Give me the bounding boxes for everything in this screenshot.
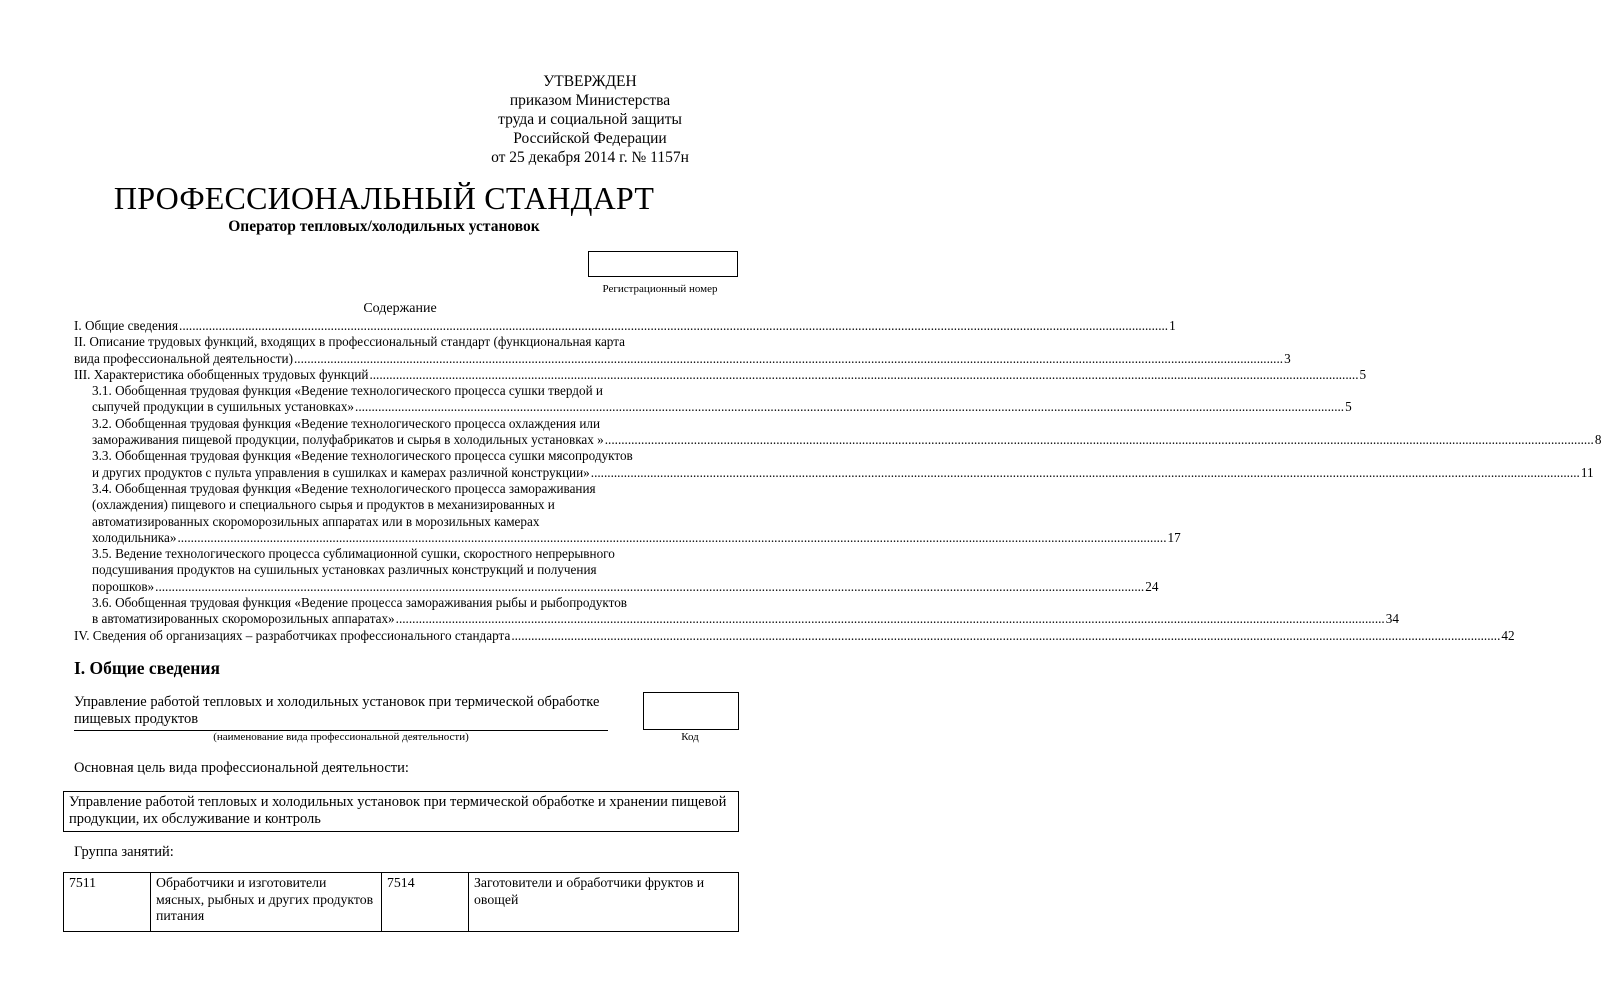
- toc-page-number: 17: [1167, 529, 1181, 545]
- toc-entry[interactable]: [74, 383, 1352, 416]
- toc-entry-text: (охлаждения) пищевого и специального сырья и продуктов в механизированных и: [92, 497, 555, 513]
- occupation-name: Заготовители и обработчики фруктов и овощей: [469, 873, 739, 932]
- toc-leader: ............................................................................................................................................................................................................................................................................................................: [155, 578, 1145, 594]
- toc-page-number: 11: [1580, 464, 1594, 480]
- goal-label: Основная цель вида профессиональной деятельности:: [74, 760, 409, 776]
- toc-entry-text: 3.6. Обобщенная трудовая функция «Ведение процесса замораживания рыбы и рыбопродуктов: [92, 595, 628, 611]
- toc-entry-text: вида профессиональной деятельности): [74, 350, 293, 366]
- approval-line: от 25 декабря 2014 г. № 1157н: [491, 149, 689, 166]
- toc-page-number: 1: [1169, 318, 1176, 333]
- toc-entry-text: I. Общие сведения: [74, 318, 179, 333]
- toc-page-number: 34: [1385, 611, 1399, 627]
- toc-entry[interactable]: [74, 448, 1594, 481]
- toc-entry[interactable]: [74, 318, 1176, 334]
- toc-leader: ............................................................................................................................................................................................................................................................................................................: [604, 432, 1594, 448]
- toc-entry[interactable]: [74, 415, 1601, 449]
- toc-heading: Содержание: [363, 301, 437, 316]
- toc-page-number: 24: [1145, 578, 1159, 594]
- toc-entry-text: IV. Сведения об организациях – разработчиках профессионального стандарта: [74, 627, 511, 643]
- toc-entry[interactable]: [74, 627, 1515, 644]
- toc-leader: ............................................................................................................................................................................................................................................................................................................: [590, 464, 1580, 480]
- approval-line: Российской Федерации: [513, 130, 667, 147]
- toc-entry-text: подсушивания продуктов на сушильных установках различных конструкций и получения: [92, 562, 597, 578]
- document-title: ПРОФЕССИОНАЛЬНЫЙ СТАНДАРТ: [113, 180, 655, 216]
- toc-entry-text: и других продуктов с пульта управления в сушилках и камерах различной конструкции»: [92, 464, 590, 480]
- toc-page-number: 5: [1345, 399, 1352, 415]
- toc-entry-text: 3.4. Обобщенная трудовая функция «Ведение технологического процесса замораживания: [92, 480, 596, 496]
- toc-page-number: 42: [1501, 627, 1515, 643]
- toc-entry-text: замораживания пищевой продукции, полуфабрикатов и сырья в холодильных установках »: [92, 432, 604, 448]
- profession-name-caption: (наименование вида профессиональной деятельности): [213, 731, 469, 743]
- toc-leader: ............................................................................................................................................................................................................................................................................................................: [355, 399, 1345, 415]
- toc-entry-text: 3.3. Обобщенная трудовая функция «Ведение технологического процесса сушки мясопродуктов: [92, 448, 633, 464]
- approval-line: труда и социальной защиты: [498, 111, 682, 128]
- code-box: [643, 692, 739, 730]
- toc-entry-text: холодильника»: [92, 529, 177, 545]
- approval-line: УТВЕРЖДЕН: [543, 73, 637, 90]
- occupation-table: [63, 872, 739, 932]
- toc-entry[interactable]: [74, 366, 1367, 383]
- toc-entry[interactable]: [74, 334, 1291, 367]
- table-of-contents: [74, 318, 1601, 644]
- table-row: [64, 873, 739, 932]
- approval-block: [440, 72, 740, 167]
- toc-page-number: 8: [1594, 432, 1601, 448]
- toc-leader: ............................................................................................................................................................................................................................................................................................................: [177, 529, 1167, 545]
- occupation-name: Обработчики и изготовители мясных, рыбных и других продуктов питания: [151, 873, 382, 932]
- toc-entry-text: III. Характеристика обобщенных трудовых функций: [74, 366, 369, 382]
- toc-page-number: 3: [1284, 350, 1291, 366]
- document-subtitle: Оператор тепловых/холодильных установок: [228, 218, 540, 235]
- profession-name: Управление работой тепловых и холодильных установок при термической обработке пищевых продуктов: [74, 694, 608, 731]
- toc-entry-text: 3.1. Обобщенная трудовая функция «Ведение технологического процесса сушки твердой и: [92, 383, 603, 399]
- toc-entry-text: порошков»: [92, 578, 155, 594]
- occupation-group-label: Группа занятий:: [74, 844, 174, 860]
- toc-entry[interactable]: [74, 480, 1181, 546]
- toc-leader: ............................................................................................................................................................................................................................................................................................................: [511, 627, 1501, 643]
- occupation-code: 7514: [382, 873, 469, 932]
- registration-number-box: [588, 251, 738, 277]
- toc-leader: ............................................................................................................................................................................................................................................................................................................: [369, 366, 1359, 382]
- code-label: Код: [681, 731, 699, 743]
- approval-line: приказом Министерства: [509, 92, 671, 109]
- toc-entry-text: 3.2. Обобщенная трудовая функция «Ведение технологического процесса охлаждения или: [92, 415, 601, 431]
- toc-entry[interactable]: [74, 546, 1159, 595]
- toc-entry-text: 3.5. Ведение технологического процесса сублимационной сушки, скоростного непрерывного: [92, 546, 615, 562]
- toc-leader: ............................................................................................................................................................................................................................................................................................................: [179, 318, 1169, 333]
- toc-leader: ............................................................................................................................................................................................................................................................................................................: [395, 611, 1385, 627]
- occupation-code: 7511: [64, 873, 151, 932]
- goal-text-box: Управление работой тепловых и холодильных установок при термической обработке и хранении пищевой продукции, их обслуживание и контроль: [63, 791, 739, 832]
- registration-number-label: Регистрационный номер: [602, 283, 718, 295]
- toc-entry[interactable]: [74, 595, 1399, 628]
- toc-entry-text: сыпучей продукции в сушильных установках»: [92, 399, 355, 415]
- toc-entry-text: автоматизированных скороморозильных аппаратах или в морозильных камерах: [92, 513, 540, 529]
- toc-entry-text: II. Описание трудовых функций, входящих в профессиональный стандарт (функциональная карта: [74, 334, 625, 350]
- toc-page-number: 5: [1359, 366, 1367, 382]
- toc-leader: ............................................................................................................................................................................................................................................................................................................: [294, 350, 1284, 366]
- toc-entry-text: в автоматизированных скороморозильных аппаратах»: [92, 611, 395, 627]
- section-title: I. Общие сведения: [74, 658, 220, 678]
